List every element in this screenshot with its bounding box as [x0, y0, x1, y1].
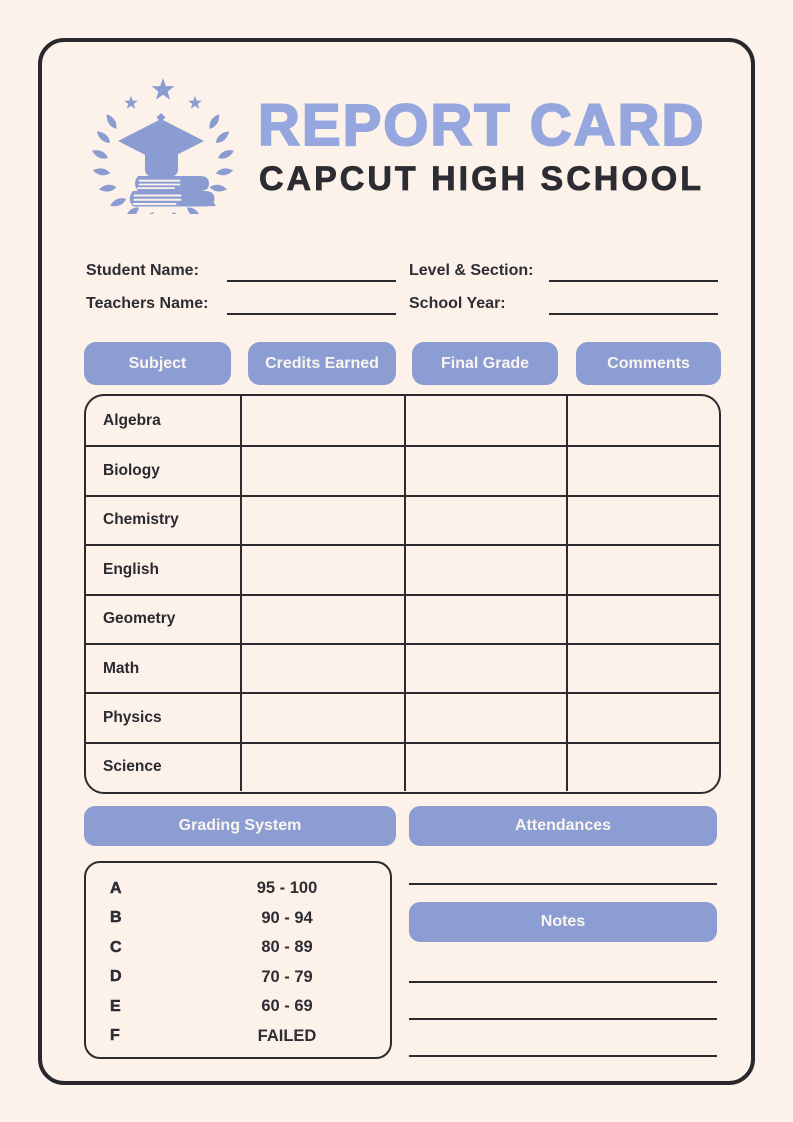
grade-range: 60 - 69 [261, 997, 313, 1016]
grading-scale-row [86, 1022, 390, 1052]
school-year-blank[interactable] [549, 313, 718, 315]
grade-range: 70 - 79 [261, 967, 313, 986]
column-header-credits-earned: Credits Earned [248, 342, 396, 385]
credits-cell[interactable] [240, 694, 404, 741]
final-grade-cell[interactable] [404, 694, 566, 741]
grades-table [84, 394, 721, 794]
subject-cell: Science [103, 758, 162, 776]
grading-scale-row [86, 904, 390, 934]
column-header-final-grade: Final Grade [412, 342, 558, 385]
grade-letter: D [110, 968, 122, 986]
final-grade-cell[interactable] [404, 447, 566, 494]
table-row [86, 495, 719, 544]
student-name-label: Student Name: [86, 262, 199, 279]
level-section-blank[interactable] [549, 280, 718, 282]
grade-range: 80 - 89 [261, 938, 313, 957]
notes-blank-line[interactable] [409, 1018, 717, 1020]
credits-cell[interactable] [240, 497, 404, 544]
grading-scale-row [86, 874, 390, 904]
comments-cell[interactable] [566, 497, 719, 544]
teachers-name-blank[interactable] [227, 313, 396, 315]
grade-range: 90 - 94 [261, 908, 313, 927]
grading-system-box [84, 861, 392, 1059]
subject-cell: Geometry [103, 610, 176, 628]
comments-cell[interactable] [566, 596, 719, 643]
school-logo graduation-cap-icon [88, 74, 238, 214]
grading-scale-row [86, 963, 390, 993]
grade-range: 95 - 100 [256, 879, 318, 898]
comments-cell[interactable] [566, 447, 719, 494]
notes-blank-line[interactable] [409, 1055, 717, 1057]
table-row [86, 396, 719, 445]
final-grade-cell[interactable] [404, 645, 566, 692]
grade-range: FAILED [257, 1026, 317, 1045]
credits-cell[interactable] [240, 447, 404, 494]
subject-cell: Biology [103, 462, 160, 480]
column-header-comments: Comments [576, 342, 721, 385]
final-grade-cell[interactable] [404, 396, 566, 445]
column-header-subject: Subject [84, 342, 231, 385]
page-title: REPORT CARD [258, 93, 706, 158]
school-name: CAPCUT HIGH SCHOOL [259, 160, 704, 198]
school-year-label: School Year: [409, 295, 506, 312]
final-grade-cell[interactable] [404, 596, 566, 643]
credits-cell[interactable] [240, 546, 404, 593]
table-row [86, 643, 719, 692]
comments-cell[interactable] [566, 694, 719, 741]
level-section-label: Level & Section: [409, 262, 534, 279]
grade-letter: E [110, 997, 121, 1015]
credits-cell[interactable] [240, 645, 404, 692]
subject-cell: Physics [103, 709, 162, 727]
table-row [86, 742, 719, 791]
notes-blank-line[interactable] [409, 981, 717, 983]
comments-cell[interactable] [566, 744, 719, 791]
grade-letter: B [110, 909, 122, 927]
comments-cell[interactable] [566, 396, 719, 445]
table-row [86, 544, 719, 593]
attendances-blank[interactable] [409, 883, 717, 885]
attendances-header: Attendances [409, 806, 717, 846]
subject-cell: Chemistry [103, 511, 179, 529]
report-card-sheet [38, 38, 755, 1085]
final-grade-cell[interactable] [404, 497, 566, 544]
table-row [86, 445, 719, 494]
grading-scale-row [86, 992, 390, 1022]
credits-cell[interactable] [240, 596, 404, 643]
table-row [86, 692, 719, 741]
grading-system-header: Grading System [84, 806, 396, 846]
credits-cell[interactable] [240, 744, 404, 791]
grading-scale-row [86, 933, 390, 963]
student-name-blank[interactable] [227, 280, 396, 282]
table-row [86, 594, 719, 643]
notes-header: Notes [409, 902, 717, 942]
teachers-name-label: Teachers Name: [86, 295, 209, 312]
subject-cell: Math [103, 659, 140, 677]
grade-letter: F [110, 1027, 120, 1045]
comments-cell[interactable] [566, 546, 719, 593]
final-grade-cell[interactable] [404, 546, 566, 593]
grade-letter: A [110, 879, 122, 897]
credits-cell[interactable] [240, 396, 404, 445]
subject-cell: Algebra [103, 411, 161, 429]
comments-cell[interactable] [566, 645, 719, 692]
final-grade-cell[interactable] [404, 744, 566, 791]
subject-cell: English [103, 560, 159, 578]
grade-letter: C [110, 938, 122, 956]
